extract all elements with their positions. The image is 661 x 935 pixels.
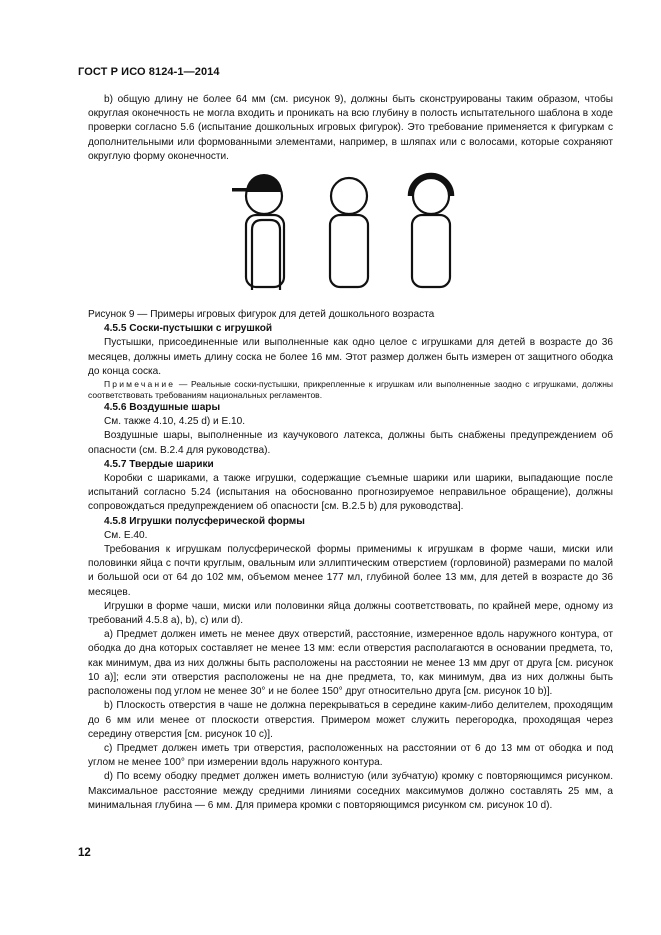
section-457-text: Коробки с шариками, а также игрушки, содержащие съемные шарики или шарики, выпадающие после испытаний согласно 5.24 (испытания на обоснованно прогнозируемое неправильное обращение), должны сопровождаться предупреждением об опасности [см. В.2.5 b) для руководства]. [88, 473, 613, 513]
section-458-item-c: с) Предмет должен иметь три отверстия, расположенных на расстоянии от 6 до 13 мм от ободка и под углом не менее 100° при измерении вдоль наружного контура. [88, 742, 613, 769]
figure-with-cap [246, 178, 284, 290]
document-header: ГОСТ Р ИСО 8124-1—2014 [78, 66, 220, 78]
section-456-text: Воздушные шары, выполненные из каучукового латекса, должны быть снабжены предупреждением об опасности (см. В.2.4 для руководства). [88, 430, 613, 456]
note-text: — Реальные соски-пустышки, прикрепленные к игрушкам или выполненные заодно с игрушками, должны соответствовать требованиям национальных регламентов. [88, 379, 613, 401]
figure-plain [330, 178, 368, 287]
page-content [88, 93, 613, 813]
section-458-paragraph: Требования к игрушкам полусферической формы применимы к игрушкам в форме чаши, миски или половинки яйца с почти круглым, овальным или эллиптическим отверстием (горловиной) размерами по малой и большой оси от 64 до 102 мм, объемом менее 177 мл, глубиной более 13 мм, для детей в возрасте до 36 месяцев. [88, 544, 613, 598]
section-458-item-b: b) Плоскость отверстия в чаше не должна перекрываться в середине каким-либо делителем, проходящим до 6 мм или менее от плоскости отверстия. Примером может служить перегородка, проходящая через середину отверстия [см. рисунок 10 с)]. [88, 700, 613, 740]
section-457-title: 4.5.7 Твердые шарики [104, 458, 214, 470]
section-455-text: Пустышки, присоединенные или выполненные как одно целое с игрушками для детей в возрасте до 36 месяцев, должны иметь длину соска не более 16 мм. Этот размер должен быть измерен от защитного ободка до конца соска. [88, 337, 613, 377]
note-label: Примечание [104, 379, 176, 390]
figure-with-hair [410, 175, 452, 287]
section-458-item-a: а) Предмет должен иметь не менее двух отверстий, расстояние, измеренное вдоль наружного контура, от ободка до дна которых составляет не менее 13 мм: если отверстия располагаются в основании предмета, то, как минимум, два из них должны быть расположены на расстоянии не менее 13 мм друг от друга [см. рисунок 10 а)]; если эти отверстия расположены не на дне предмета, то, как минимум, два из них должны быть расположены под углом не менее 30° и не более 150° друг относительно друга [см. рисунок 10 b)]. [88, 629, 613, 698]
section-458-ref: См. Е.40. [104, 529, 148, 541]
figure-caption: Рисунок 9 — Примеры игровых фигурок для детей дошкольного возраста [88, 309, 435, 321]
section-458-item-d: d) По всему ободку предмет должен иметь волнистую (или зубчатую) кромку с повторяющимся рисунком. Максимальное расстояние между средними линиями соседних максимумов должно составлять 25 мм, а минимальная глубина — 6 мм. Для примера кромки с повторяющимся рисунком см. рисунок 10 d). [88, 771, 613, 811]
section-455-note [88, 379, 613, 401]
page-number: 12 [78, 847, 91, 859]
section-458-title: 4.5.8 Игрушки полусферической формы [104, 515, 305, 527]
play-figures-illustration [208, 170, 508, 302]
intro-paragraph: b) общую длину не более 64 мм (см. рисунок 9), должны быть сконструированы таким образом, чтобы округлая оконечность не могла входить и проникать на всю глубину в полость испытательного шаблона в ходе проверки согласно 5.6 (испытание дошкольных игровых фигурок). Это требование применяется к фигуркам с дополнительными или формованными элементами, например, в шляпах или с волосами, которые сохраняют округлую форму оконечности. [88, 94, 613, 162]
section-458-paragraph: Игрушки в форме чаши, миски или половинки яйца должны соответствовать, по крайней мере, одному из требований 4.5.8 а), b), с) или d). [88, 600, 613, 627]
figure-9 [88, 170, 613, 308]
section-456-ref: См. также 4.10, 4.25 d) и Е.10. [104, 416, 246, 428]
section-456-title: 4.5.6 Воздушные шары [104, 402, 221, 414]
section-455-title: 4.5.5 Соски-пустышки с игрушкой [104, 323, 273, 335]
